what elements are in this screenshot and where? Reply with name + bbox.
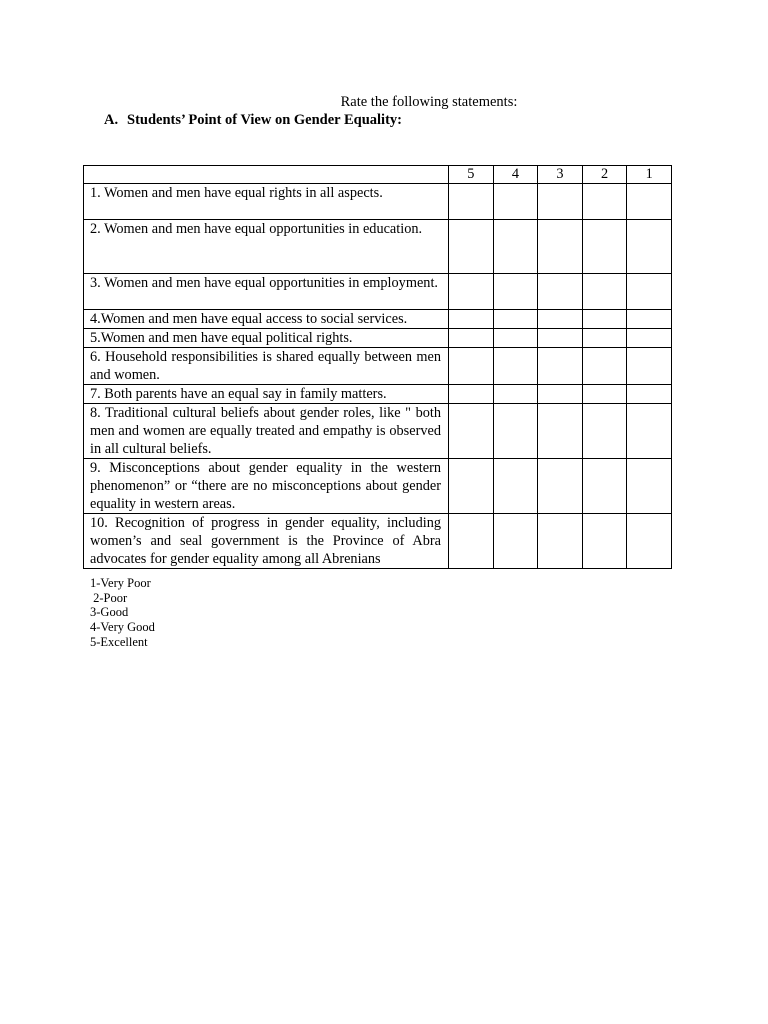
statement-header-cell	[84, 166, 449, 184]
rating-cell-4[interactable]	[493, 459, 538, 514]
rating-cell-5[interactable]	[449, 310, 494, 329]
statement-text: 8. Traditional cultural beliefs about gender roles, like " both men and women are equally treated and empathy is observed in all cultural beliefs.	[90, 405, 441, 457]
rating-cell-4[interactable]	[493, 274, 538, 310]
statement-text: 9. Misconceptions about gender equality in the western phenomenon” or “there are no misconceptions about gender equality in western areas.	[90, 460, 441, 512]
table-row	[84, 274, 672, 310]
rating-header-1: 1	[627, 166, 672, 184]
rating-cell-5[interactable]	[449, 184, 494, 220]
rating-cell-5[interactable]	[449, 220, 494, 274]
rating-cell-3[interactable]	[538, 329, 583, 348]
table-row	[84, 385, 672, 404]
intro-text: Rate the following statements:	[340, 94, 518, 110]
rating-cell-2[interactable]	[582, 310, 627, 329]
rating-cell-5[interactable]	[449, 274, 494, 310]
section-letter: A.	[104, 112, 119, 128]
table-row	[84, 348, 672, 385]
rating-header-4: 4	[493, 166, 538, 184]
statement-text: 4.Women and men have equal access to social services.	[90, 311, 408, 327]
statement-cell	[84, 220, 449, 274]
rating-header-row	[84, 166, 672, 184]
rating-cell-3[interactable]	[538, 514, 583, 569]
section-heading	[104, 111, 402, 129]
statement-text: 2. Women and men have equal opportunities in education.	[90, 221, 423, 237]
statement-text: 6. Household responsibilities is shared equally between men and women.	[90, 349, 441, 383]
rating-header-2: 2	[582, 166, 627, 184]
rating-cell-5[interactable]	[449, 329, 494, 348]
rating-cell-4[interactable]	[493, 514, 538, 569]
table-row	[84, 404, 672, 459]
rating-cell-5[interactable]	[449, 385, 494, 404]
rating-cell-1[interactable]	[627, 514, 672, 569]
rating-cell-1[interactable]	[627, 385, 672, 404]
section-title: Students’ Point of View on Gender Equality:	[127, 112, 402, 128]
rating-header-3: 3	[538, 166, 583, 184]
rating-cell-1[interactable]	[627, 459, 672, 514]
rating-cell-1[interactable]	[627, 274, 672, 310]
statement-text: 3. Women and men have equal opportunities in employment.	[90, 275, 438, 291]
table-row	[84, 514, 672, 569]
statement-cell	[84, 459, 449, 514]
table-row	[84, 184, 672, 220]
rating-cell-4[interactable]	[493, 184, 538, 220]
table-row	[84, 459, 672, 514]
rating-cell-2[interactable]	[582, 514, 627, 569]
rating-cell-3[interactable]	[538, 220, 583, 274]
legend-item: 3-Good	[90, 605, 129, 620]
statement-cell	[84, 274, 449, 310]
rating-cell-2[interactable]	[582, 404, 627, 459]
rating-header-5: 5	[449, 166, 494, 184]
rating-cell-4[interactable]	[493, 329, 538, 348]
rating-cell-2[interactable]	[582, 385, 627, 404]
rating-legend	[90, 576, 155, 650]
statement-cell	[84, 514, 449, 569]
rating-cell-1[interactable]	[627, 184, 672, 220]
statement-text: 10. Recognition of progress in gender equality, including women’s and seal government is the Province of Abra advocates for gender equality among all Abrenians	[90, 515, 441, 567]
statement-text: 5.Women and men have equal political rights.	[90, 330, 353, 346]
rating-cell-4[interactable]	[493, 220, 538, 274]
rating-cell-4[interactable]	[493, 348, 538, 385]
rating-cell-1[interactable]	[627, 329, 672, 348]
rating-cell-5[interactable]	[449, 348, 494, 385]
rating-table	[83, 165, 672, 569]
table-row	[84, 329, 672, 348]
rating-cell-2[interactable]	[582, 459, 627, 514]
rating-cell-4[interactable]	[493, 385, 538, 404]
rating-cell-3[interactable]	[538, 310, 583, 329]
statement-cell	[84, 404, 449, 459]
statement-text: 7. Both parents have an equal say in family matters.	[90, 386, 387, 402]
rating-cell-3[interactable]	[538, 385, 583, 404]
table-row	[84, 220, 672, 274]
statement-cell	[84, 310, 449, 329]
statement-cell	[84, 348, 449, 385]
rating-cell-4[interactable]	[493, 404, 538, 459]
statement-cell	[84, 385, 449, 404]
rating-cell-2[interactable]	[582, 220, 627, 274]
rating-cell-2[interactable]	[582, 184, 627, 220]
legend-item: 5-Excellent	[90, 634, 148, 649]
statement-cell	[84, 184, 449, 220]
legend-item: 2-Poor	[90, 590, 128, 605]
rating-cell-5[interactable]	[449, 514, 494, 569]
rating-cell-1[interactable]	[627, 220, 672, 274]
rating-cell-3[interactable]	[538, 404, 583, 459]
table-row	[84, 310, 672, 329]
rating-cell-2[interactable]	[582, 348, 627, 385]
legend-item: 4-Very Good	[90, 620, 155, 635]
rating-cell-2[interactable]	[582, 274, 627, 310]
statement-cell	[84, 329, 449, 348]
statement-text: 1. Women and men have equal rights in all aspects.	[90, 185, 383, 201]
rating-cell-5[interactable]	[449, 404, 494, 459]
rating-cell-1[interactable]	[627, 348, 672, 385]
rating-cell-3[interactable]	[538, 348, 583, 385]
rating-cell-3[interactable]	[538, 459, 583, 514]
rating-cell-4[interactable]	[493, 310, 538, 329]
rating-cell-1[interactable]	[627, 310, 672, 329]
rating-cell-2[interactable]	[582, 329, 627, 348]
rating-cell-1[interactable]	[627, 404, 672, 459]
legend-item: 1-Very Poor	[90, 576, 151, 590]
rating-cell-3[interactable]	[538, 184, 583, 220]
rating-cell-5[interactable]	[449, 459, 494, 514]
rating-cell-3[interactable]	[538, 274, 583, 310]
